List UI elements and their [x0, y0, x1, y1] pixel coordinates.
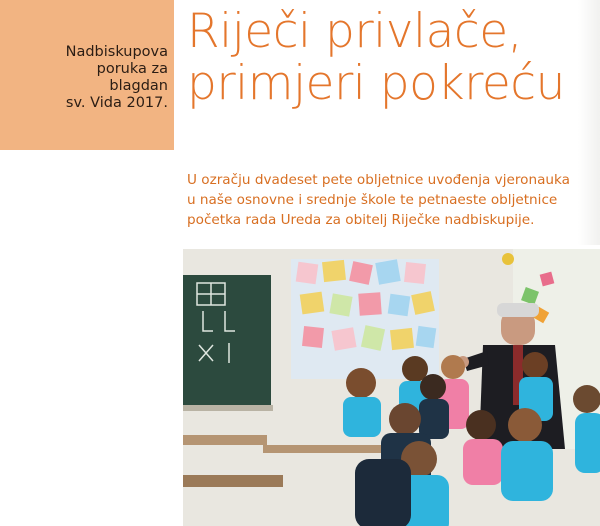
classroom-photo — [183, 249, 600, 526]
kicker-line-1: Nadbiskupova — [65, 44, 168, 60]
headline-line-2: primjeri pokreću — [187, 56, 565, 111]
article-lead — [187, 170, 571, 230]
kicker-text — [66, 44, 168, 112]
kicker-line-2: poruka za — [96, 61, 168, 77]
kicker-line-3: blagdan — [109, 78, 168, 94]
chalkboard — [183, 275, 271, 407]
lead-line-1: U ozračju dvadeset pete obljetnice uvođenja vjeronauka — [187, 172, 571, 188]
kicker-box — [0, 0, 174, 150]
chalk-tray — [183, 405, 273, 411]
lead-line-3: početka rada Ureda za obitelj Riječke nadbiskupije. — [187, 212, 535, 228]
headline-line-1: Riječi privlače, — [187, 4, 523, 59]
lead-line-2: u naše osnovne i srednje škole te petnaeste obljetnice — [187, 192, 558, 208]
classroom-illustration — [183, 249, 600, 526]
kicker-line-4: sv. Vida 2017. — [65, 95, 168, 111]
article-headline — [187, 6, 587, 110]
